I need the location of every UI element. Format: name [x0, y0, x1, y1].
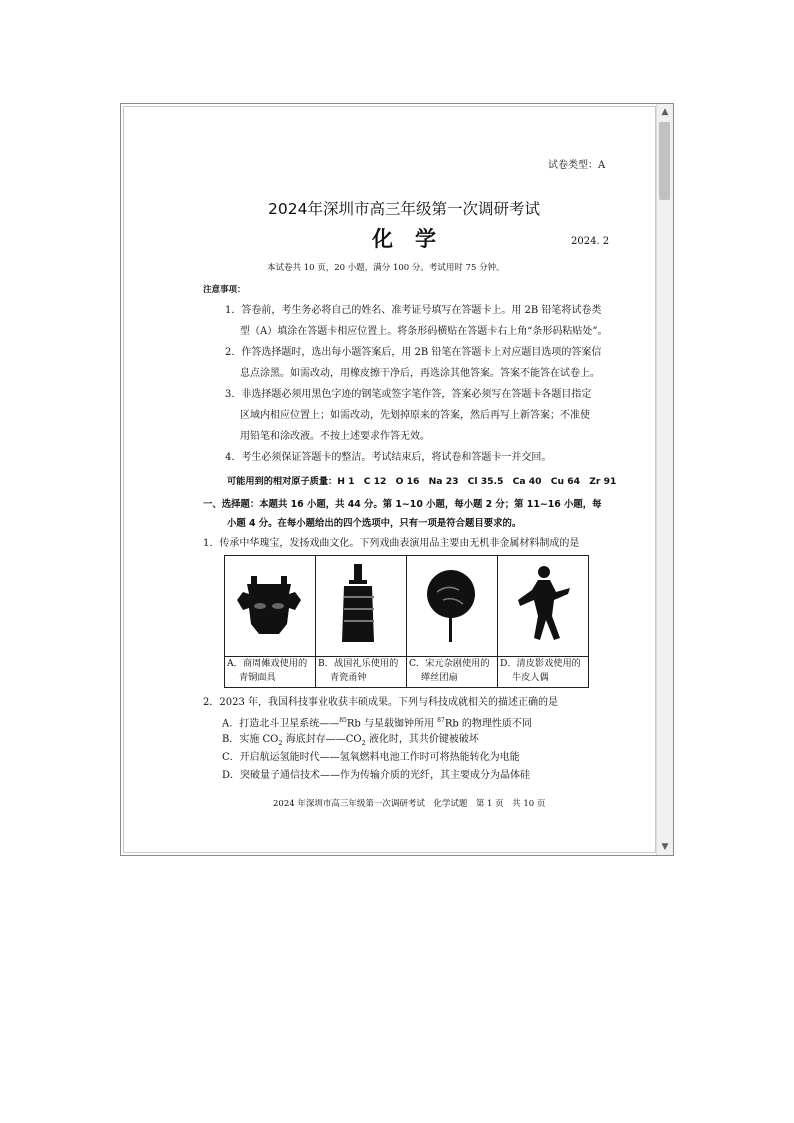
- q2-option-b: B．实施 $CO_2$ 海底封存$——CO_2$ 液化时，其共价键被破坏: [222, 734, 479, 747]
- bronze-mask-icon: [225, 556, 313, 652]
- paper-type: 试卷类型：A: [548, 160, 606, 171]
- subject-title: 化学: [372, 227, 458, 251]
- option-c-caption: C．宋元杂剧使用的 缂丝团扇: [407, 657, 498, 688]
- exam-date: 2024. 2: [571, 236, 610, 247]
- q2-option-c: C．开启航运氢能时代——氢氧燃料电池工作时可将热能转化为电能: [222, 752, 520, 763]
- q2-option-a: A．打造北斗卫星系统——$^{85}$Rb 与星载铷钟所用 $^{87}$Rb 的物理性质不同: [222, 717, 532, 730]
- option-b-image: [316, 556, 407, 657]
- scroll-down-icon[interactable]: ▼: [661, 842, 669, 852]
- intro-text: 本试卷共 10 页，20 小题，满分 100 分。考试用时 75 分钟。: [267, 263, 505, 273]
- page-footer: 2024 年深圳市高三年级第一次调研考试 化学试题 第 1 页 共 10 页: [273, 799, 546, 809]
- option-d-caption: D．清皮影戏使用的 牛皮人偶: [498, 657, 589, 688]
- note-line: 1．答卷前，考生务必将自己的姓名、准考证号填写在答题卡上。用 2B 铅笔将试卷类: [225, 305, 602, 316]
- option-c-image: [407, 556, 498, 657]
- option-a-image: [225, 556, 316, 657]
- notes-heading: 注意事项：: [203, 285, 246, 295]
- question-1: 1．传承中华瑰宝，发扬戏曲文化。下列戏曲表演用品主要由无机非金属材料制成的是: [203, 538, 580, 549]
- scroll-thumb[interactable]: [659, 122, 670, 200]
- scroll-up-icon[interactable]: ▲: [661, 107, 669, 117]
- atomic-mass-line: 可能用到的相对原子质量：H 1 C 12 O 16 Na 23 Cl 35.5 Ca 40 Cu 64 Zr 91: [227, 476, 617, 487]
- q1-options-table: [224, 555, 589, 688]
- note-line: 型（A）填涂在答题卡相应位置上。将条形码横贴在答题卡右上角“条形码粘贴处”。: [240, 326, 608, 337]
- section-heading-cont: 小题 4 分。在每小题给出的四个选项中，只有一项是符合题目要求的。: [227, 518, 522, 529]
- option-a-caption: A．商周傩戏使用的 青铜面具: [225, 657, 316, 688]
- note-line: 2．作答选择题时，选出每小题答案后，用 2B 铅笔在答题卡上对应题目选项的答案信: [225, 347, 602, 358]
- note-line: 息点涂黑。如需改动，用橡皮擦干净后，再选涂其他答案。答案不能答在试卷上。: [240, 368, 600, 379]
- question-2: 2．2023 年，我国科技事业收获丰硕成果。下列与科技成就相关的描述正确的是: [203, 697, 558, 708]
- bell-icon: [316, 556, 404, 652]
- option-d-image: [498, 556, 589, 657]
- q2-option-d: D．突破量子通信技术——作为传输介质的光纤，其主要成分为晶体硅: [222, 770, 531, 781]
- vertical-scrollbar[interactable]: [656, 104, 673, 855]
- note-line: 4．考生必须保证答题卡的整洁。考试结束后，将试卷和答题卡一并交回。: [225, 452, 552, 463]
- note-line: 3．非选择题必须用黑色字迹的钢笔或签字笔作答，答案必须写在答题卡各题目指定: [225, 389, 592, 400]
- section-heading: 一、选择题：本题共 16 小题，共 44 分。第 1~10 小题，每小题 2 分；第 11~16 小题，每: [203, 499, 602, 510]
- shadow-puppet-icon: [498, 556, 586, 652]
- note-line: 区域内相应位置上；如需改动，先划掉原来的答案，然后再写上新答案；不准使: [240, 410, 590, 421]
- option-b-caption: B．战国礼乐使用的 青瓷甬钟: [316, 657, 407, 688]
- round-fan-icon: [407, 556, 495, 652]
- note-line: 用铅笔和涂改液。不按上述要求作答无效。: [240, 431, 430, 442]
- page-title: 2024年深圳市高三年级第一次调研考试: [268, 200, 540, 218]
